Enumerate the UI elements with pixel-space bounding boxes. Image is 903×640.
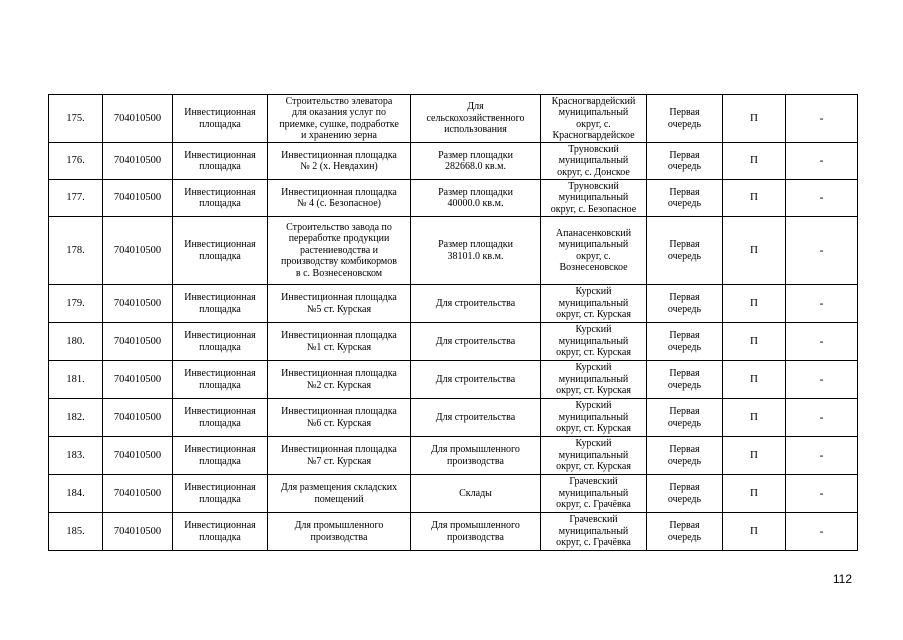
object-parameters-cell: Для промышленного производства <box>411 437 541 475</box>
table-body <box>49 95 858 551</box>
note-cell: - <box>786 323 858 361</box>
priority-cell: Первая очередь <box>647 475 723 513</box>
object-type-cell: Инвестиционная площадка <box>173 323 268 361</box>
status-marker-cell: П <box>723 475 786 513</box>
object-name-cell: Инвестиционная площадка №5 ст. Курская <box>268 285 411 323</box>
oktmo-code-cell: 704010500 <box>103 285 173 323</box>
note-cell: - <box>786 475 858 513</box>
object-type-cell: Инвестиционная площадка <box>173 513 268 551</box>
table-row <box>49 180 858 217</box>
object-type-cell: Инвестиционная площадка <box>173 475 268 513</box>
row-number-cell: 185. <box>49 513 103 551</box>
row-number-cell: 177. <box>49 180 103 217</box>
object-type-cell: Инвестиционная площадка <box>173 399 268 437</box>
row-number-cell: 175. <box>49 95 103 143</box>
status-marker-cell: П <box>723 323 786 361</box>
oktmo-code-cell: 704010500 <box>103 437 173 475</box>
row-number-cell: 176. <box>49 143 103 180</box>
object-name-cell: Для размещения складских помещений <box>268 475 411 513</box>
status-marker-cell: П <box>723 399 786 437</box>
location-cell: Красногвардейский муниципальный округ, с. Красногвардейское <box>541 95 647 143</box>
object-parameters-cell: Для промышленного производства <box>411 513 541 551</box>
object-type-cell: Инвестиционная площадка <box>173 437 268 475</box>
oktmo-code-cell: 704010500 <box>103 180 173 217</box>
object-type-cell: Инвестиционная площадка <box>173 180 268 217</box>
row-number-cell: 178. <box>49 217 103 285</box>
table-row <box>49 217 858 285</box>
object-parameters-cell: Для сельскохозяйственного использования <box>411 95 541 143</box>
status-marker-cell: П <box>723 513 786 551</box>
oktmo-code-cell: 704010500 <box>103 323 173 361</box>
note-cell: - <box>786 217 858 285</box>
table-row <box>49 513 858 551</box>
object-name-cell: Строительство завода по переработке продукции растениеводства и производству комбикормов в с. Вознесеновском <box>268 217 411 285</box>
oktmo-code-cell: 704010500 <box>103 143 173 180</box>
object-parameters-cell: Для строительства <box>411 285 541 323</box>
object-type-cell: Инвестиционная площадка <box>173 217 268 285</box>
table-row <box>49 437 858 475</box>
status-marker-cell: П <box>723 95 786 143</box>
investment-sites-table <box>48 94 858 551</box>
oktmo-code-cell: 704010500 <box>103 217 173 285</box>
table-row <box>49 475 858 513</box>
row-number-cell: 182. <box>49 399 103 437</box>
note-cell: - <box>786 95 858 143</box>
status-marker-cell: П <box>723 285 786 323</box>
oktmo-code-cell: 704010500 <box>103 95 173 143</box>
note-cell: - <box>786 285 858 323</box>
object-parameters-cell: Для строительства <box>411 323 541 361</box>
location-cell: Курский муниципальный округ, ст. Курская <box>541 323 647 361</box>
note-cell: - <box>786 513 858 551</box>
object-parameters-cell: Для строительства <box>411 399 541 437</box>
priority-cell: Первая очередь <box>647 143 723 180</box>
table-row <box>49 95 858 143</box>
oktmo-code-cell: 704010500 <box>103 399 173 437</box>
location-cell: Курский муниципальный округ, ст. Курская <box>541 437 647 475</box>
priority-cell: Первая очередь <box>647 180 723 217</box>
location-cell: Труновский муниципальный округ, с. Донское <box>541 143 647 180</box>
priority-cell: Первая очередь <box>647 513 723 551</box>
location-cell: Курский муниципальный округ, ст. Курская <box>541 399 647 437</box>
oktmo-code-cell: 704010500 <box>103 513 173 551</box>
row-number-cell: 183. <box>49 437 103 475</box>
object-name-cell: Инвестиционная площадка № 4 (с. Безопасное) <box>268 180 411 217</box>
object-name-cell: Инвестиционная площадка №7 ст. Курская <box>268 437 411 475</box>
row-number-cell: 180. <box>49 323 103 361</box>
object-parameters-cell: Размер площадки 40000.0 кв.м. <box>411 180 541 217</box>
location-cell: Грачевский муниципальный округ, с. Грачёвка <box>541 513 647 551</box>
status-marker-cell: П <box>723 437 786 475</box>
location-cell: Курский муниципальный округ, ст. Курская <box>541 361 647 399</box>
priority-cell: Первая очередь <box>647 323 723 361</box>
object-parameters-cell: Размер площадки 38101.0 кв.м. <box>411 217 541 285</box>
oktmo-code-cell: 704010500 <box>103 361 173 399</box>
object-parameters-cell: Размер площадки 282668.0 кв.м. <box>411 143 541 180</box>
note-cell: - <box>786 143 858 180</box>
status-marker-cell: П <box>723 361 786 399</box>
object-type-cell: Инвестиционная площадка <box>173 361 268 399</box>
row-number-cell: 179. <box>49 285 103 323</box>
table-row <box>49 323 858 361</box>
note-cell: - <box>786 180 858 217</box>
location-cell: Апанасенковский муниципальный округ, с. Вознесеновское <box>541 217 647 285</box>
note-cell: - <box>786 437 858 475</box>
object-parameters-cell: Склады <box>411 475 541 513</box>
priority-cell: Первая очередь <box>647 361 723 399</box>
priority-cell: Первая очередь <box>647 399 723 437</box>
location-cell: Труновский муниципальный округ, с. Безопасное <box>541 180 647 217</box>
object-name-cell: Строительство элеватора для оказания услуг по приемке, сушке, подработке и хранению зерна <box>268 95 411 143</box>
oktmo-code-cell: 704010500 <box>103 475 173 513</box>
status-marker-cell: П <box>723 143 786 180</box>
row-number-cell: 184. <box>49 475 103 513</box>
object-type-cell: Инвестиционная площадка <box>173 95 268 143</box>
status-marker-cell: П <box>723 180 786 217</box>
status-marker-cell: П <box>723 217 786 285</box>
priority-cell: Первая очередь <box>647 285 723 323</box>
object-type-cell: Инвестиционная площадка <box>173 143 268 180</box>
row-number-cell: 181. <box>49 361 103 399</box>
object-name-cell: Для промышленного производства <box>268 513 411 551</box>
object-type-cell: Инвестиционная площадка <box>173 285 268 323</box>
location-cell: Грачевский муниципальный округ, с. Грачёвка <box>541 475 647 513</box>
table-row <box>49 361 858 399</box>
object-name-cell: Инвестиционная площадка № 2 (х. Невдахин) <box>268 143 411 180</box>
priority-cell: Первая очередь <box>647 95 723 143</box>
object-name-cell: Инвестиционная площадка №2 ст. Курская <box>268 361 411 399</box>
object-parameters-cell: Для строительства <box>411 361 541 399</box>
table-row <box>49 285 858 323</box>
page-number: 112 <box>832 572 852 586</box>
object-name-cell: Инвестиционная площадка №6 ст. Курская <box>268 399 411 437</box>
table-row <box>49 143 858 180</box>
note-cell: - <box>786 399 858 437</box>
priority-cell: Первая очередь <box>647 217 723 285</box>
priority-cell: Первая очередь <box>647 437 723 475</box>
location-cell: Курский муниципальный округ, ст. Курская <box>541 285 647 323</box>
table-row <box>49 399 858 437</box>
note-cell: - <box>786 361 858 399</box>
object-name-cell: Инвестиционная площадка №1 ст. Курская <box>268 323 411 361</box>
